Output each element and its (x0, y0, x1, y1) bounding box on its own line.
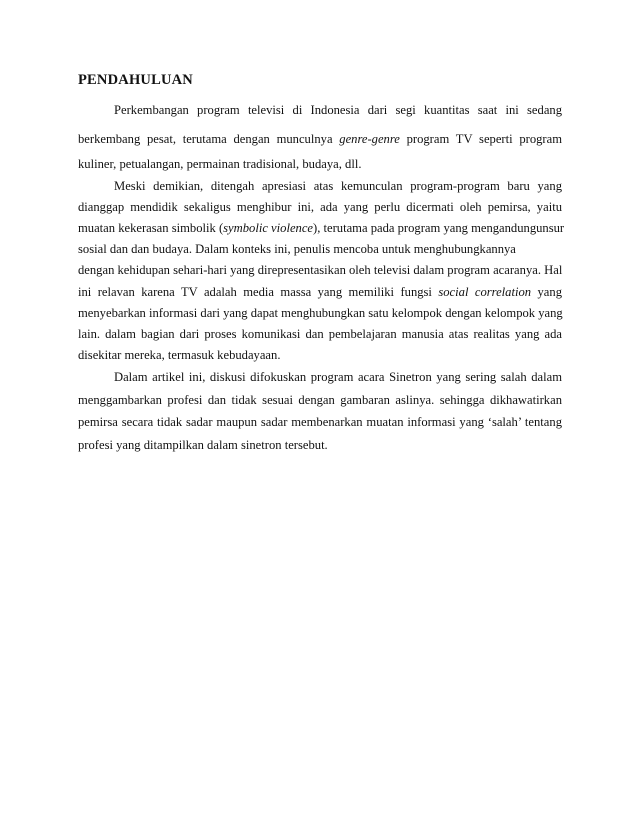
paragraph-1-line-2: berkembang pesat, terutama dengan munculnya genre-genre program TV seperti program (78, 132, 562, 146)
paragraph-2-line-6: ini relavan karena TV adalah media massa yang memiliki fungsi social correlation yang (78, 285, 562, 299)
paragraph-3-line-4: profesi yang ditampilkan dalam sinetron tersebut. (78, 438, 328, 452)
italic-term: symbolic violence (223, 221, 314, 235)
section-heading: PENDAHULUAN (78, 72, 193, 88)
paragraph-2-line-5: dengan kehidupan sehari-hari yang direpresentasikan oleh televisi dalam program acaranya. Hal (78, 263, 563, 277)
paragraph-1-line-3: kuliner, petualangan, permainan tradisional, budaya, dll. (78, 157, 362, 171)
paragraph-2-line-9: disekitar mereka, termasuk kebudayaan. (78, 348, 281, 362)
italic-term: genre-genre (339, 132, 400, 146)
italic-term: social correlation (438, 285, 532, 299)
paragraph-3-line-2: menggambarkan profesi dan tidak sesuai dengan gambaran aslinya. sehingga dikhawatirkan (78, 393, 562, 407)
paragraph-2-line-4: sosial dan dan budaya. Dalam konteks ini, penulis mencoba untuk menghubungkannya (78, 242, 516, 256)
paragraph-2-line-3: muatan kekerasan simbolik (symbolic violence), terutama pada program yang mengandungunsur (78, 221, 565, 235)
paragraph-2-line-7: menyebarkan informasi dari yang dapat menghubungkan satu kelompok dengan kelompok yang (78, 306, 563, 320)
paragraph-3-line-3: pemirsa secara tidak sadar maupun sadar membenarkan muatan informasi yang ‘salah’ tentang (78, 415, 562, 429)
paragraph-1-line-1: Perkembangan program televisi di Indonesia dari segi kuantitas saat ini sedang (114, 103, 562, 117)
paragraph-2-line-2: dianggap mendidik sekaligus menghibur ini, ada yang perlu dicermati oleh pemirsa, yaitu (78, 200, 562, 214)
paragraph-3-line-1: Dalam artikel ini, diskusi difokuskan program acara Sinetron yang sering salah dalam (114, 370, 562, 384)
paragraph-2-line-8: lain. dalam bagian dari proses komunikasi dan pembelajaran manusia atas realitas yang ada (78, 327, 562, 341)
paragraph-2-line-1: Meski demikian, ditengah apresiasi atas kemunculan program-program baru yang (114, 179, 562, 193)
